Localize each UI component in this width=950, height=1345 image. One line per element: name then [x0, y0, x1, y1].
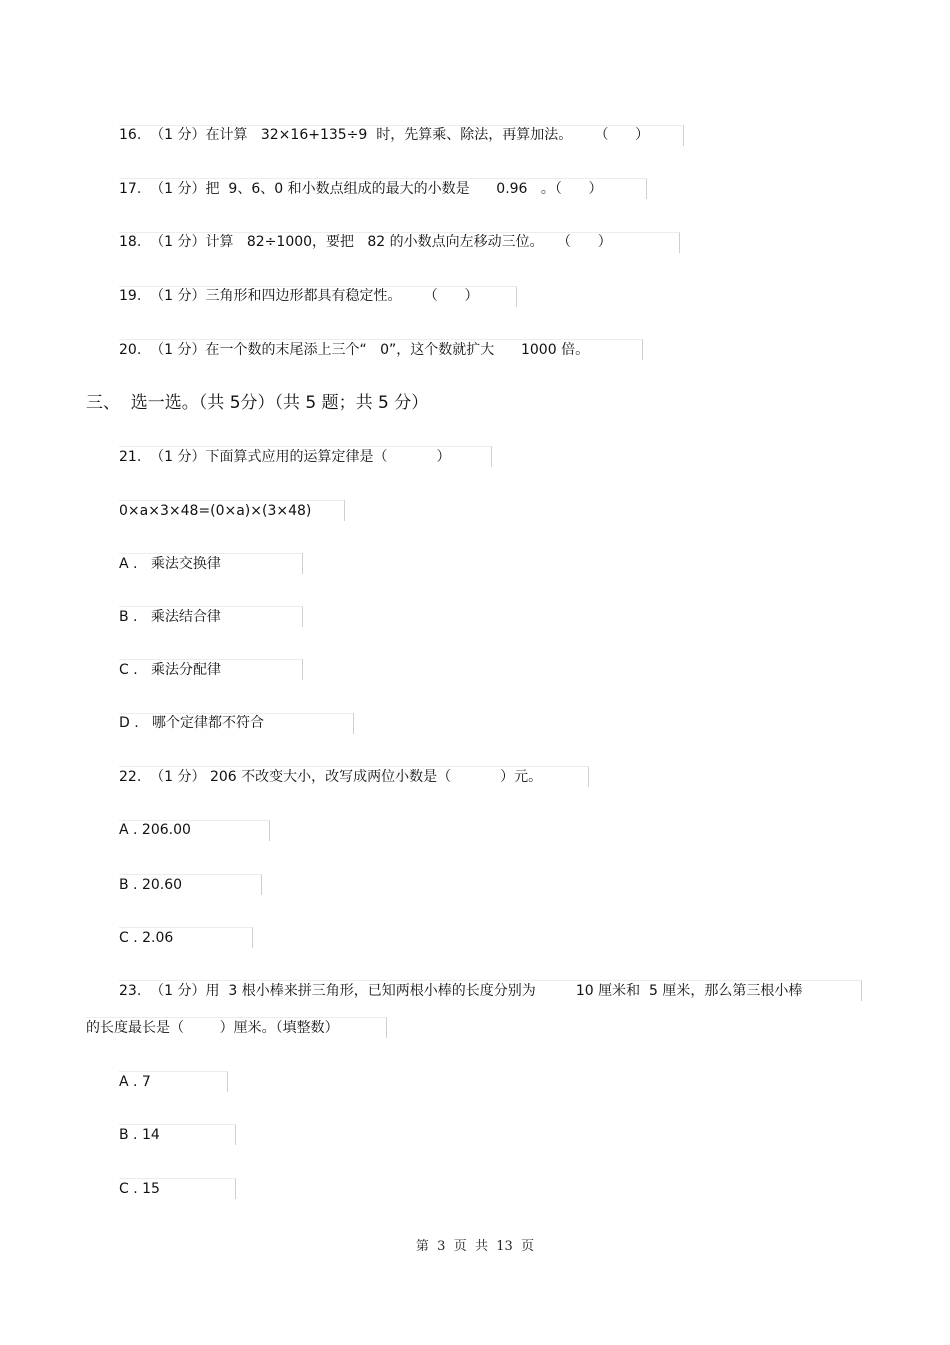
question-23: 23. （1 分）用 3 根小棒来拼三角形，已知两根小棒的长度分别为 10 厘米和 5 厘米，那么第三根小棒: [119, 983, 803, 999]
equation: 0×a×3×48=(0×a)×(3×48): [119, 503, 312, 519]
question-16: 16. （1 分）在计算 32×16+135÷9 时，先算乘、除法，再算加法。 （ ）: [119, 127, 650, 143]
question-19: 19. （1 分）三角形和四边形都具有稳定性。 （ ）: [119, 288, 479, 304]
option-c[interactable]: C . 15: [119, 1181, 160, 1197]
question-21: 21. （1 分）下面算式应用的运算定律是（ ）: [119, 449, 451, 465]
option-b[interactable]: B . 14: [119, 1127, 160, 1143]
question-17: 17. （1 分）把 9、6、0 和小数点组成的最大的小数是 0.96 。（ ）: [119, 181, 603, 197]
question-18: 18. （1 分）计算 82÷1000，要把 82 的小数点向左移动三位。 （ ）: [119, 234, 612, 250]
question-20: 20. （1 分）在一个数的末尾添上三个“ 0”，这个数就扩大 1000 倍。: [119, 342, 590, 358]
option-b[interactable]: B . 乘法结合律: [119, 609, 221, 625]
option-a[interactable]: A . 7: [119, 1074, 151, 1090]
option-d[interactable]: D . 哪个定律都不符合: [119, 715, 265, 731]
page-number: 第 3 页 共 13 页: [415, 1239, 535, 1254]
option-a[interactable]: A . 乘法交换律: [119, 556, 221, 572]
option-b[interactable]: B . 20.60: [119, 877, 183, 893]
section-heading: 三、 选一选。（共 5分）（共 5 题；共 5 分）: [86, 393, 429, 413]
question-22: 22. （1 分） 206 不改变大小，改写成两位小数是（ ）元。: [119, 769, 543, 785]
question-23-continued: 的长度最长是（ ）厘米。（填整数）: [86, 1020, 339, 1036]
option-a[interactable]: A . 206.00: [119, 822, 191, 838]
option-c[interactable]: C . 乘法分配律: [119, 662, 222, 678]
option-c[interactable]: C . 2.06: [119, 930, 174, 946]
